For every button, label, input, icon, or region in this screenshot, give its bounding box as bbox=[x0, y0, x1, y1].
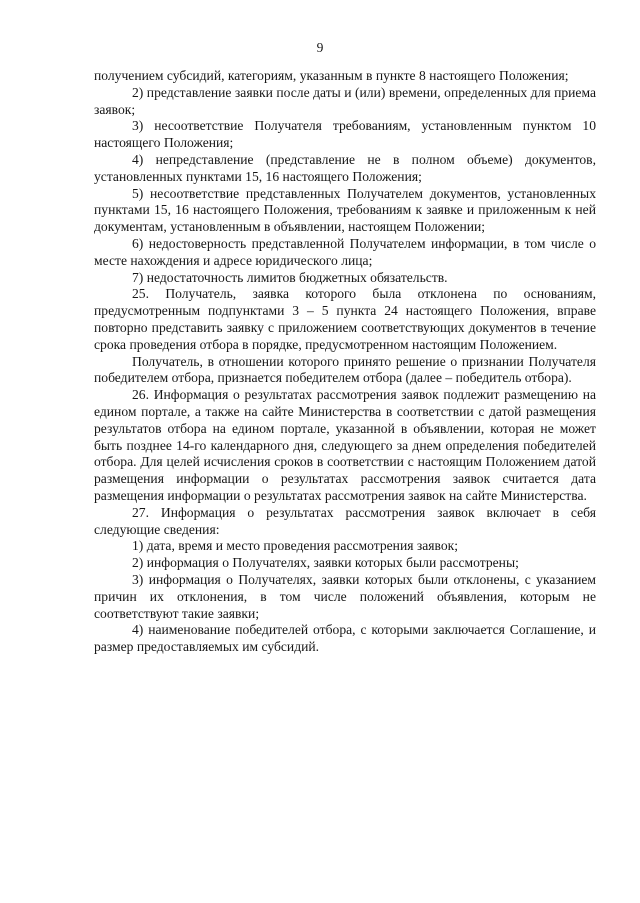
paragraph: 3) несоответствие Получателя требованиям, установленным пунктом 10 настоящего Положения; bbox=[94, 118, 596, 151]
page-number: 9 bbox=[316, 40, 324, 55]
paragraph: 2) представление заявки после даты и (или) времени, определенных для приема заявок; bbox=[94, 84, 596, 117]
paragraph: 3) информация о Получателях, заявки которых были отклонены, с указанием причин их отклонения, в том числе положений объявления, которым не соответствуют такие заявки; bbox=[94, 571, 596, 621]
paragraph: 4) непредставление (представление не в полном объеме) документов, установленных пунктами 15, 16 настоящего Положения; bbox=[94, 151, 596, 184]
paragraph: 4) наименование победителей отбора, с которыми заключается Соглашение, и размер предоставляемых им субсидий. bbox=[94, 622, 596, 655]
paragraph: 25. Получатель, заявка которого была отклонена по основаниям, предусмотренным подпунктами 3 – 5 пункта 24 настоящего Положения, вправе повторно представить заявку с приложением соответствующих документов в течение срока проведения отбора в порядке, предусмотренном настоящим Положением. bbox=[94, 286, 596, 352]
paragraph: 27. Информация о результатах рассмотрения заявок включает в себя следующие сведения: bbox=[94, 504, 596, 537]
paragraph: 2) информация о Получателях, заявки которых были рассмотрены; bbox=[132, 555, 519, 571]
paragraph: Получатель, в отношении которого принято решение о признании Получателя победителем отбора, признается победителем отбора (далее – победитель отбора). bbox=[94, 353, 596, 386]
paragraph: 1) дата, время и место проведения рассмотрения заявок; bbox=[132, 538, 459, 554]
document-body bbox=[94, 68, 596, 656]
paragraph: 5) несоответствие представленных Получателем документов, установленных пунктами 15, 16 настоящего Положения, требованиям к заявке и приложенным к ней документам, установленным в объявлении, настоящем Положении; bbox=[94, 185, 596, 235]
paragraph: 7) недостаточность лимитов бюджетных обязательств. bbox=[132, 269, 448, 285]
paragraph: 26. Информация о результатах рассмотрения заявок подлежит размещению на едином портале, а также на сайте Министерства в соответствии с датой размещения результатов отбора на едином портале, указанной в объявлении, которая не может быть позднее 14-го календарного дня, следующего за днем определения победителей отбора. Для целей исчисления сроков в соответствии с настоящим Положением датой размещения информации о результатах рассмотрения заявок считается дата размещения информации о результатах рассмотрения заявок на сайте Министерства. bbox=[94, 387, 596, 503]
paragraph: получением субсидий, категориям, указанным в пункте 8 настоящего Положения; bbox=[94, 68, 569, 83]
paragraph: 6) недостоверность представленной Получателем информации, в том числе о месте нахождения и адресе юридического лица; bbox=[94, 235, 596, 268]
